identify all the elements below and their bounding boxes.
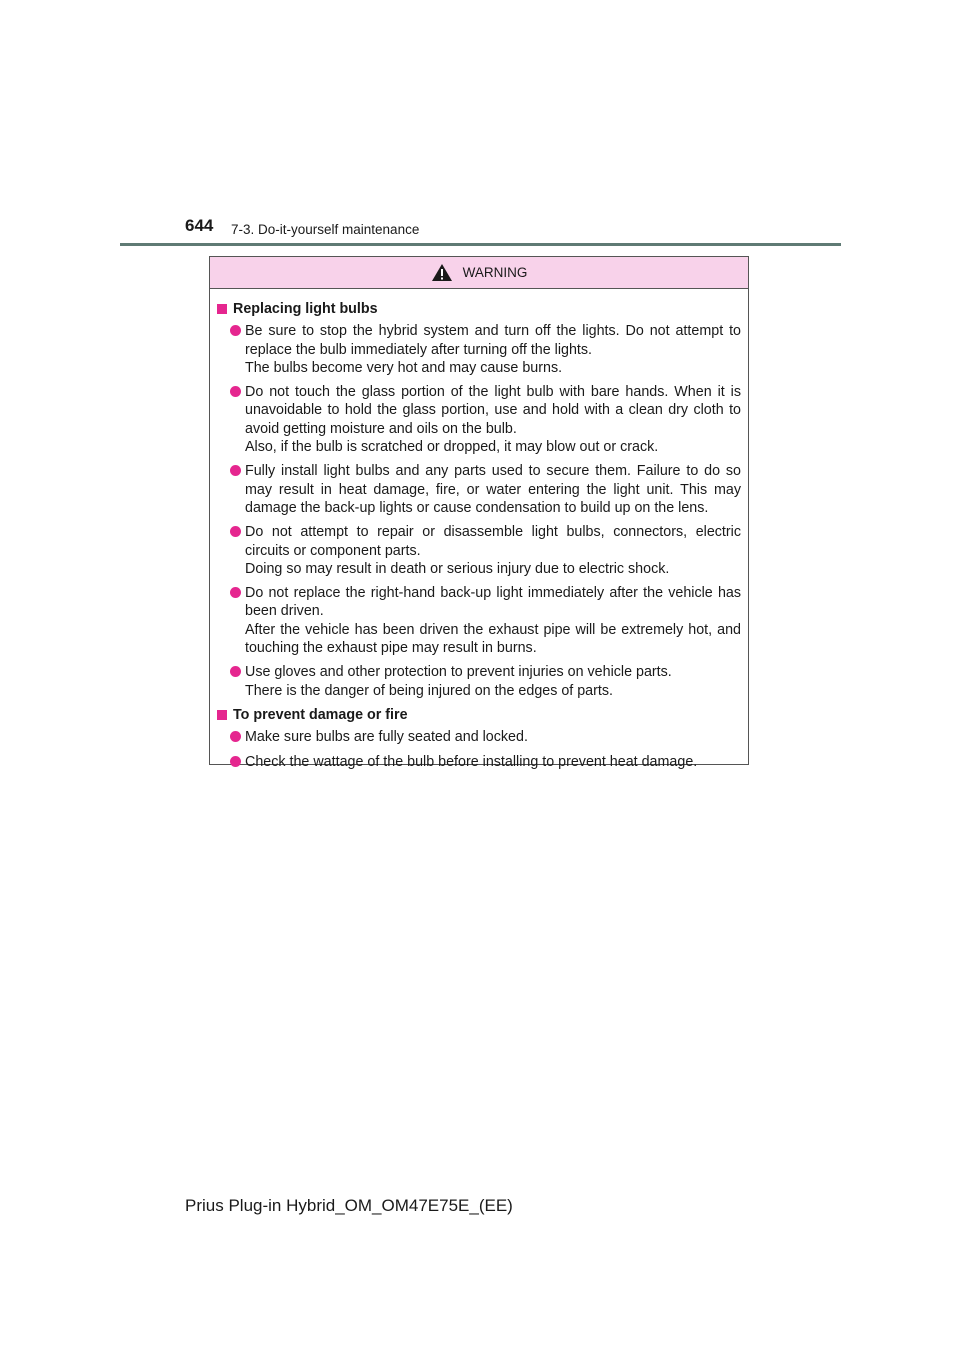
circle-bullet-icon (230, 526, 241, 537)
circle-bullet-icon (230, 386, 241, 397)
list-item (230, 584, 741, 657)
list-item-paragraph: Also, if the bulb is scratched or dropped, it may blow out or crack. (245, 439, 659, 456)
list-item-text (245, 523, 741, 578)
warning-header (210, 257, 748, 289)
list-item-paragraph: Be sure to stop the hybrid system and turn off the lights. Do not attempt to replace the bulb immediately after turning off the lights. (245, 323, 741, 358)
list-item-paragraph: Doing so may result in death or serious injury due to electric shock. (245, 560, 670, 577)
list-item (230, 322, 741, 377)
list-item (230, 753, 741, 771)
circle-bullet-icon (230, 731, 241, 742)
circle-bullet-icon (230, 465, 241, 476)
circle-bullet-icon (230, 325, 241, 336)
list-item-text (245, 462, 741, 517)
list-item-paragraph: Fully install light bulbs and any parts used to secure them. Failure to do so may result in heat damage, fire, or water entering the light unit. This may damage the back-up lights or cause condensation to build up on the lens. (245, 463, 741, 516)
section-heading (217, 300, 741, 318)
list-item (230, 462, 741, 517)
warning-triangle-icon (431, 263, 453, 282)
list-item-paragraph: Use gloves and other protection to prevent injuries on vehicle parts. (245, 664, 672, 681)
section-title: 7-3. Do-it-yourself maintenance (231, 222, 420, 237)
list-item-paragraph: The bulbs become very hot and may cause burns. (245, 359, 563, 376)
list-item-paragraph: Do not attempt to repair or disassemble light bulbs, connectors, electric circuits or component parts. (245, 524, 741, 559)
list-item (230, 663, 741, 700)
footer-document-id: Prius Plug-in Hybrid_OM_OM47E75E_(EE) (185, 1196, 513, 1215)
circle-bullet-icon (230, 756, 241, 767)
warning-box (209, 256, 749, 770)
list-item-text (245, 322, 741, 377)
list-item-paragraph: Do not touch the glass portion of the light bulb with bare hands. When it is unavoidable to hold the glass portion, use and hold with a clean dry cloth to avoid getting moisture and oils on the bulb. (245, 384, 741, 437)
list-item (230, 383, 741, 456)
list-item-paragraph: After the vehicle has been driven the exhaust pipe will be extremely hot, and touching the exhaust pipe may result in burns. (245, 621, 741, 657)
page-number: 644 (185, 216, 214, 235)
section-heading (217, 706, 741, 724)
square-bullet-icon (217, 304, 227, 314)
list-item-text (245, 753, 741, 771)
section-heading-text: Replacing light bulbs (233, 301, 378, 317)
list-item (230, 728, 741, 746)
list-item-paragraph: Check the wattage of the bulb before installing to prevent heat damage. (245, 753, 698, 770)
circle-bullet-icon (230, 666, 241, 677)
warning-label: WARNING (462, 265, 528, 280)
list-item-text (245, 584, 741, 657)
list-item-text (245, 728, 741, 746)
list-item-text (245, 383, 741, 456)
circle-bullet-icon (230, 587, 241, 598)
warning-body (210, 289, 748, 771)
square-bullet-icon (217, 710, 227, 720)
list-item-paragraph: Do not replace the right-hand back-up light immediately after the vehicle has been driven. (245, 585, 741, 620)
list-item-text (245, 663, 741, 700)
list-item (230, 523, 741, 578)
section-heading-text: To prevent damage or fire (233, 706, 408, 723)
list-item-paragraph: There is the danger of being injured on the edges of parts. (245, 682, 613, 699)
header-rule (120, 243, 841, 246)
list-item-paragraph: Make sure bulbs are fully seated and locked. (245, 729, 528, 746)
